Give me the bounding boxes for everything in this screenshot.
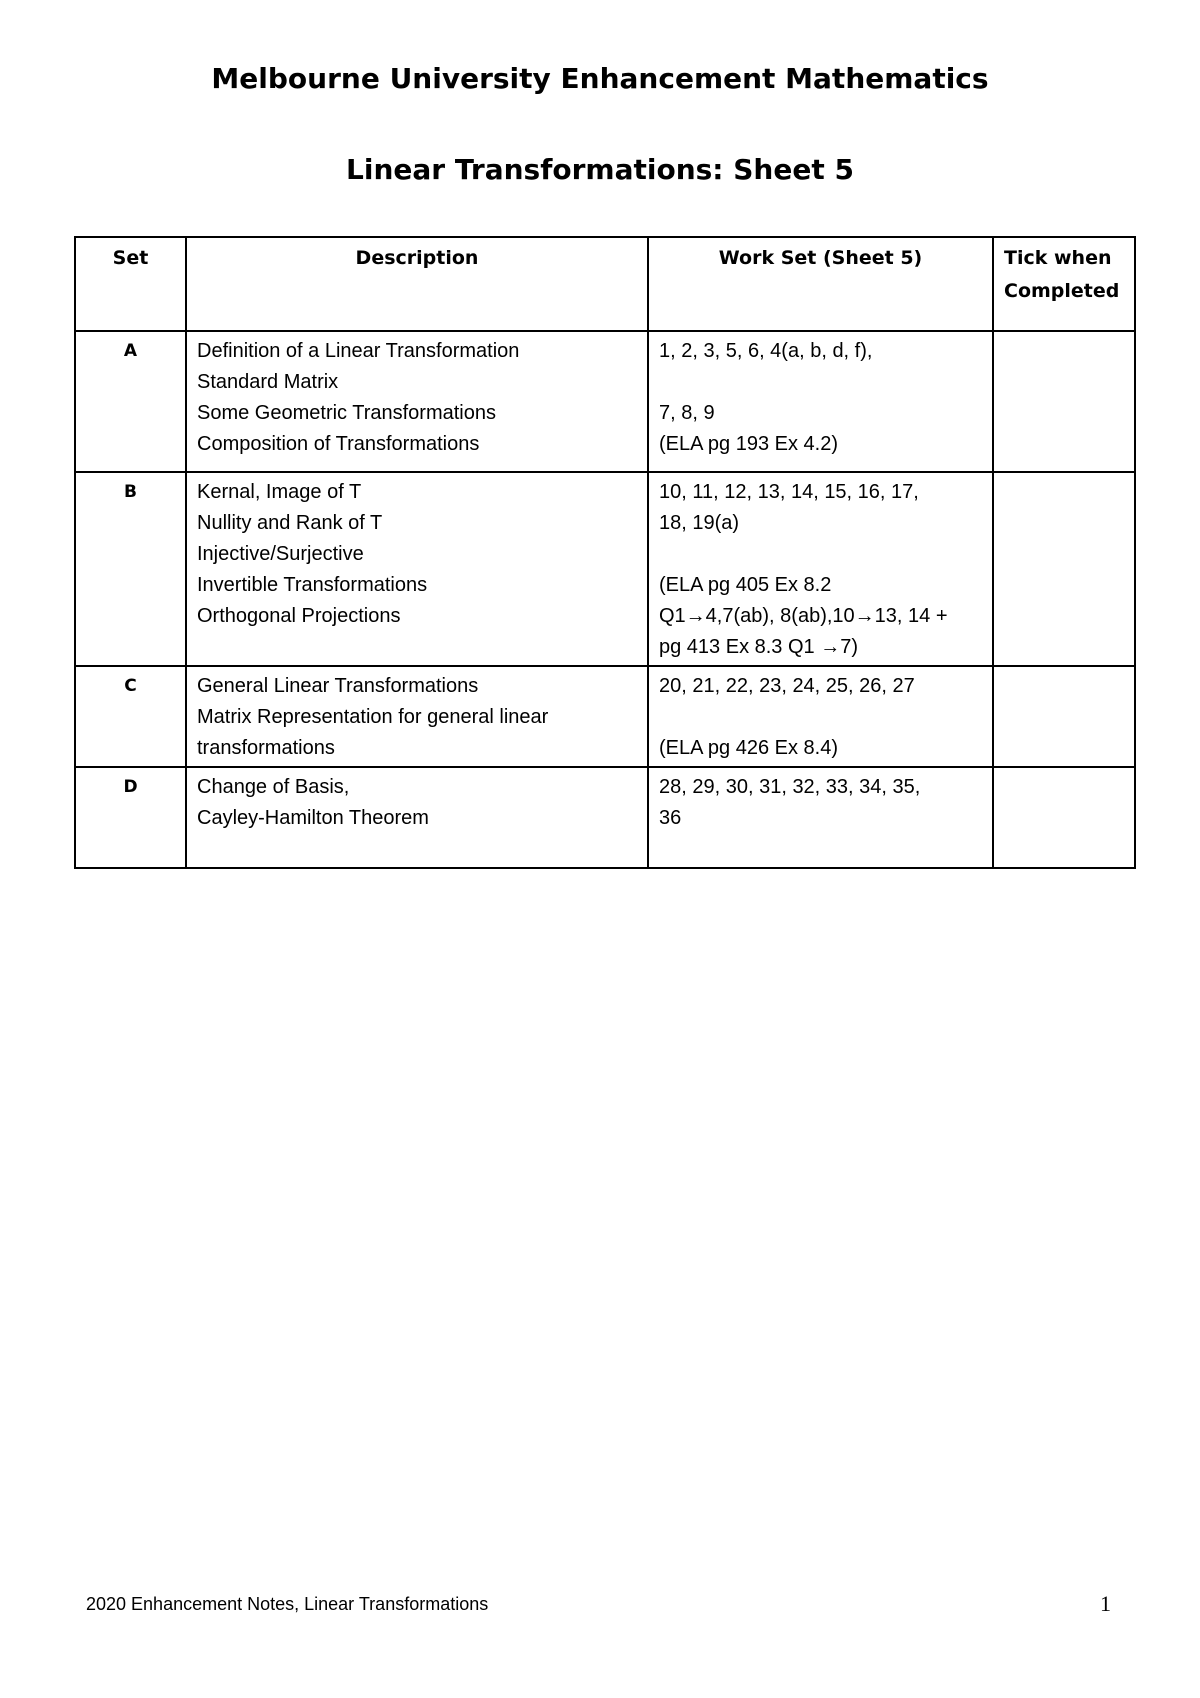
footer-text: 2020 Enhancement Notes, Linear Transformations: [86, 1594, 489, 1614]
set-label: D: [75, 767, 186, 868]
table-row: [75, 666, 1135, 767]
work-set-table: [74, 236, 1136, 869]
description-cell: [186, 331, 648, 472]
description-line: Kernal, Image of T: [197, 481, 362, 503]
description-line: Definition of a Linear Transformation: [197, 340, 520, 362]
work-set-cell: [648, 767, 993, 868]
description-line: General Linear Transformations: [197, 675, 479, 697]
work-set-line: [659, 702, 982, 733]
table-header-row: [75, 237, 1135, 331]
work-set-line: 20, 21, 22, 23, 24, 25, 26, 27: [659, 675, 915, 697]
table-row: [75, 767, 1135, 868]
description-cell: [186, 767, 648, 868]
work-set-line: (ELA pg 405 Ex 8.2: [659, 574, 832, 596]
description-line: Composition of Transformations: [197, 433, 480, 455]
description-line: Standard Matrix: [197, 371, 339, 393]
work-set-line: (ELA pg 426 Ex 8.4): [659, 737, 839, 759]
description-line: Orthogonal Projections: [197, 605, 401, 627]
description-line: Injective/Surjective: [197, 543, 364, 565]
column-header-tick: Tick when Completed: [993, 237, 1135, 331]
description-line: Matrix Representation for general linear: [197, 706, 549, 728]
tick-cell: [993, 666, 1135, 767]
description-line: Change of Basis,: [197, 776, 350, 798]
work-set-line: 18, 19(a): [659, 512, 740, 534]
column-header-set: Set: [75, 237, 186, 331]
column-header-work-set: Work Set (Sheet 5): [648, 237, 993, 331]
work-set-line: (ELA pg 193 Ex 4.2): [659, 433, 839, 455]
work-set-cell: [648, 331, 993, 472]
table-row: [75, 472, 1135, 666]
table-row: [75, 331, 1135, 472]
description-line: Invertible Transformations: [197, 574, 428, 596]
work-set-line: Q1→4,7(ab), 8(ab),10→13, 14 +: [659, 605, 948, 627]
work-set-line: 36: [659, 807, 682, 829]
tick-cell: [993, 331, 1135, 472]
work-set-line: [659, 367, 982, 398]
work-set-cell: [648, 666, 993, 767]
tick-cell: [993, 767, 1135, 868]
document-title: Melbourne University Enhancement Mathematics: [211, 62, 989, 95]
set-label: A: [75, 331, 186, 472]
description-line: Cayley-Hamilton Theorem: [197, 807, 429, 829]
description-line: Nullity and Rank of T: [197, 512, 383, 534]
description-cell: [186, 666, 648, 767]
description-cell: [186, 472, 648, 666]
work-set-line: 1, 2, 3, 5, 6, 4(a, b, d, f),: [659, 340, 873, 362]
work-set-line: pg 413 Ex 8.3 Q1 →7): [659, 636, 859, 658]
work-set-cell: [648, 472, 993, 666]
work-set-line: 10, 11, 12, 13, 14, 15, 16, 17,: [659, 481, 919, 503]
description-line: Some Geometric Transformations: [197, 402, 496, 424]
set-label: B: [75, 472, 186, 666]
page-number: 1: [1100, 1591, 1111, 1616]
work-set-line: 7, 8, 9: [659, 402, 715, 424]
work-set-line: 28, 29, 30, 31, 32, 33, 34, 35,: [659, 776, 921, 798]
tick-cell: [993, 472, 1135, 666]
sheet-title: Linear Transformations: Sheet 5: [346, 153, 854, 186]
description-line: transformations: [197, 737, 335, 759]
set-label: C: [75, 666, 186, 767]
work-set-line: [659, 539, 982, 570]
column-header-description: Description: [186, 237, 648, 331]
